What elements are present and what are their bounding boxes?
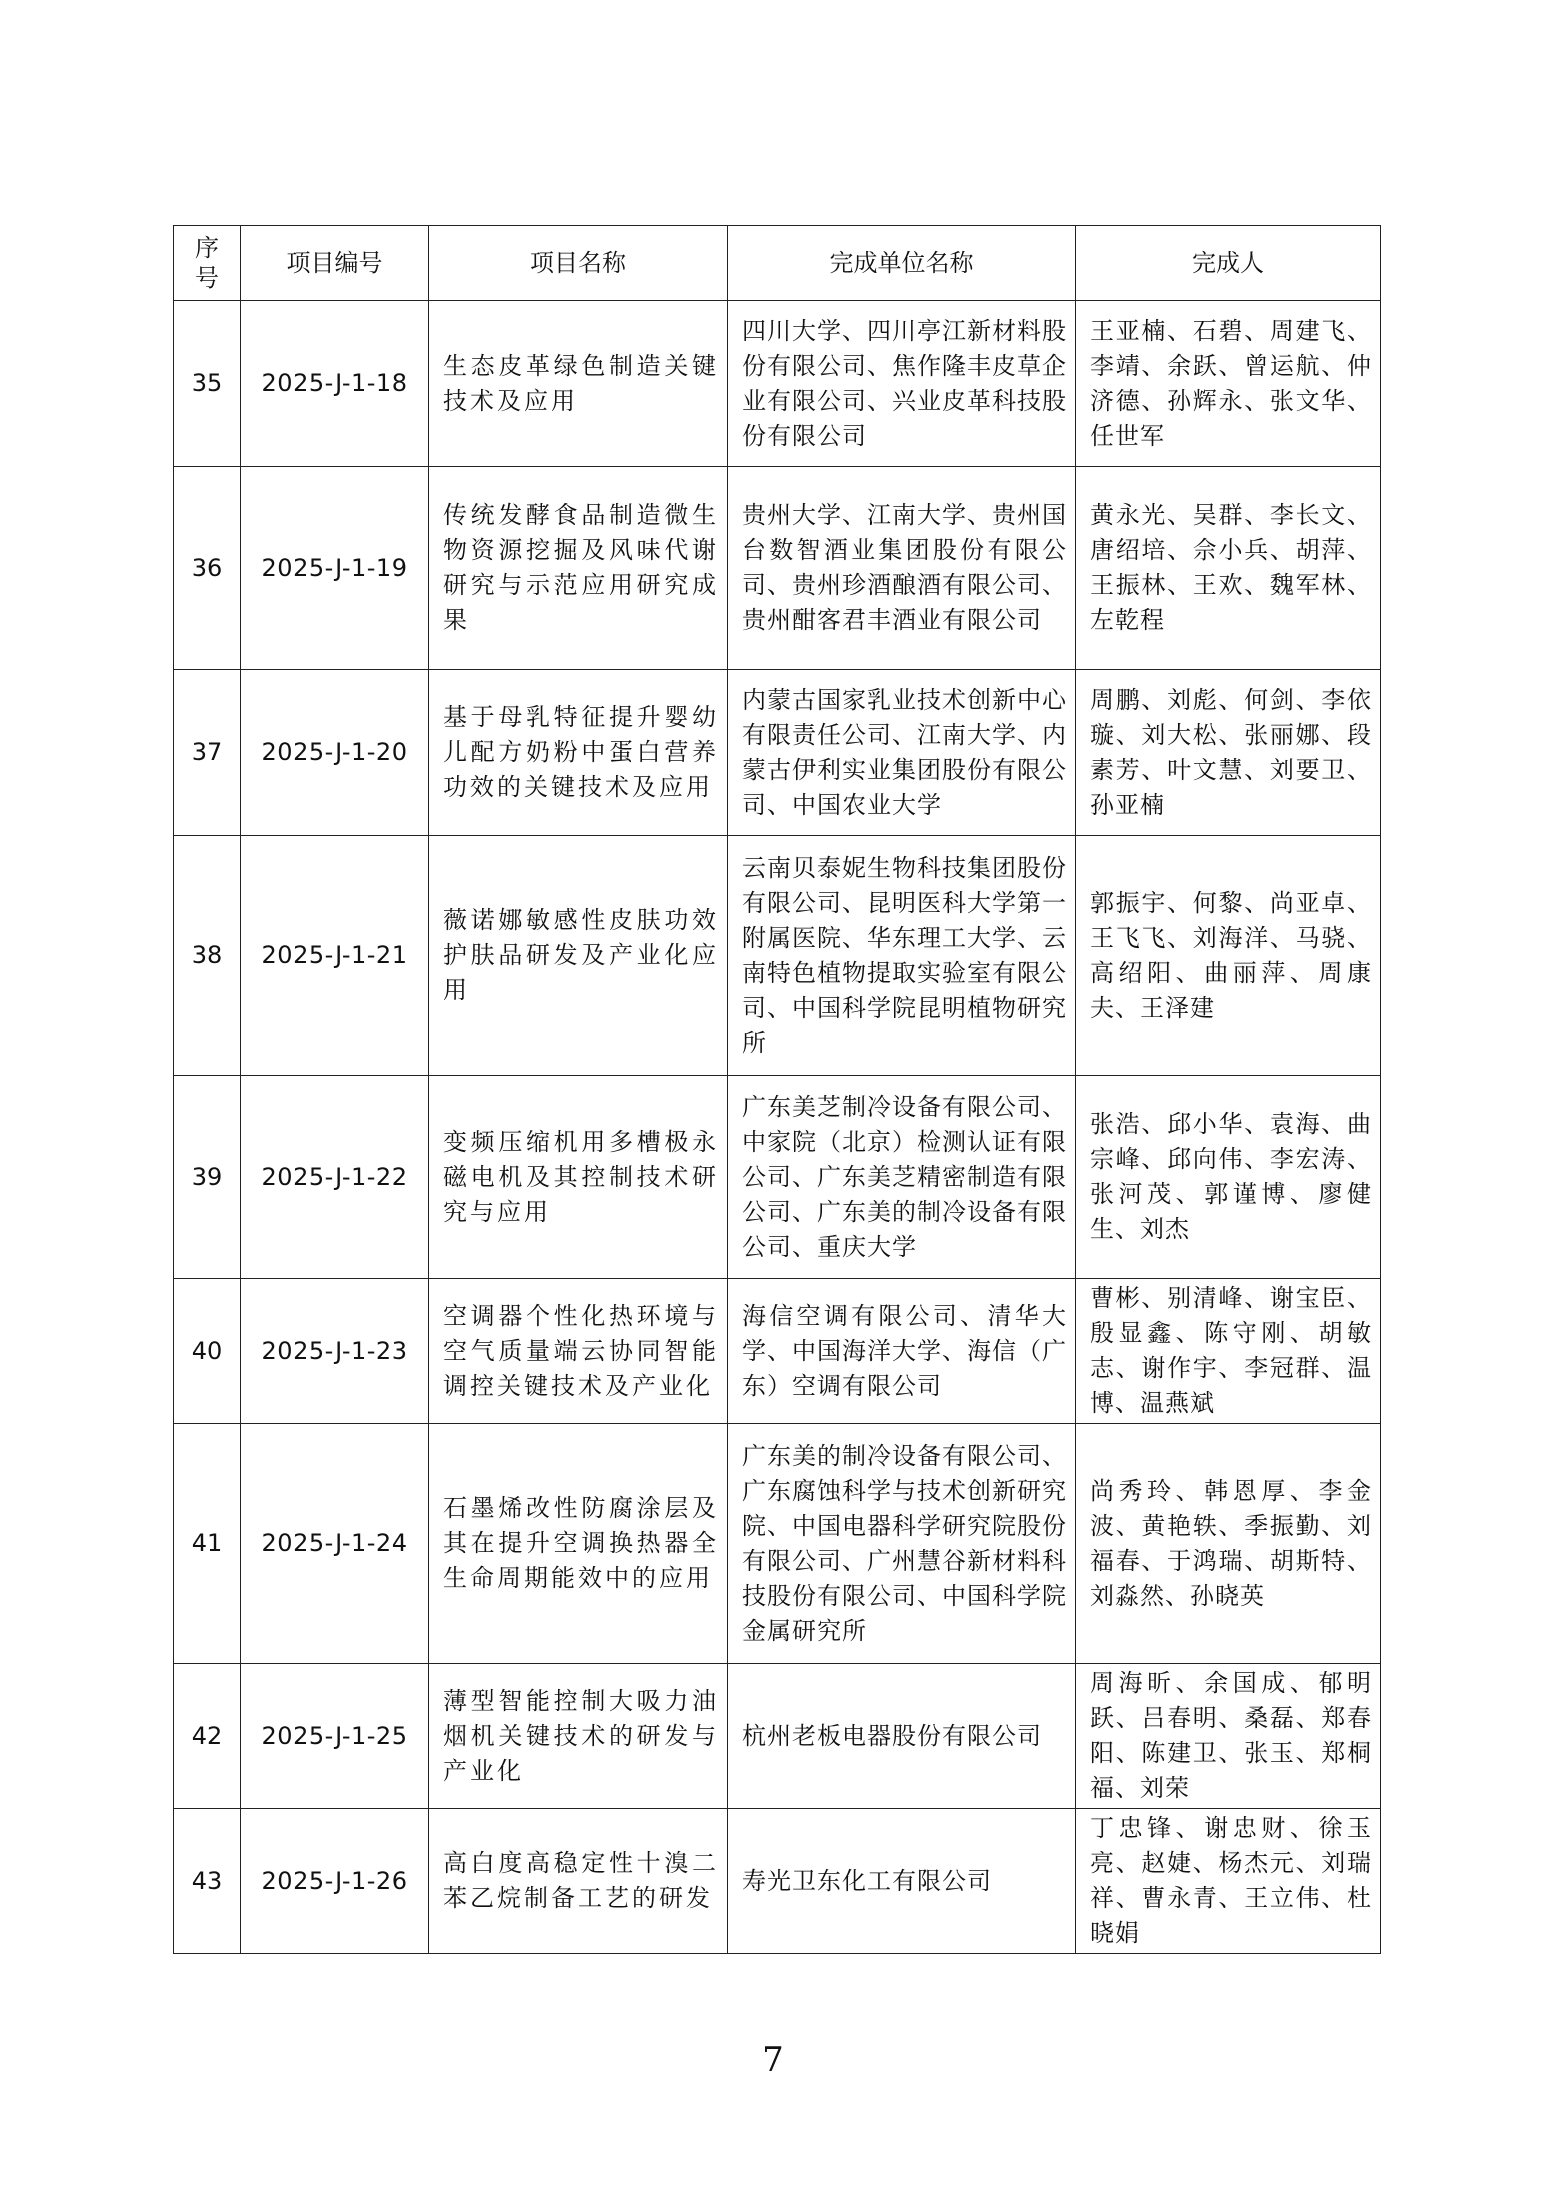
table-row	[174, 836, 1381, 1076]
completing-people: 周鹏、刘彪、何剑、李依璇、刘大松、张丽娜、段素芳、叶文慧、刘要卫、孙亚楠	[1076, 670, 1381, 836]
project-name: 基于母乳特征提升婴幼儿配方奶粉中蛋白营养功效的关键技术及应用	[429, 670, 728, 836]
completing-people: 王亚楠、石碧、周建飞、李靖、余跃、曾运航、仲济德、孙辉永、张文华、任世军	[1076, 301, 1381, 467]
row-index: 39	[174, 1076, 241, 1279]
project-code: 2025-J-1-23	[241, 1279, 429, 1424]
project-code: 2025-J-1-21	[241, 836, 429, 1076]
project-name: 传统发酵食品制造微生物资源挖掘及风味代谢研究与示范应用研究成果	[429, 467, 728, 670]
header-row	[174, 226, 1381, 301]
project-name: 薄型智能控制大吸力油烟机关键技术的研发与产业化	[429, 1664, 728, 1809]
completing-units: 海信空调有限公司、清华大学、中国海洋大学、海信（广东）空调有限公司	[728, 1279, 1076, 1424]
table-row	[174, 467, 1381, 670]
completing-units: 内蒙古国家乳业技术创新中心有限责任公司、江南大学、内蒙古伊利实业集团股份有限公司、中国农业大学	[728, 670, 1076, 836]
project-code: 2025-J-1-24	[241, 1424, 429, 1664]
completing-units: 贵州大学、江南大学、贵州国台数智酒业集团股份有限公司、贵州珍酒酿酒有限公司、贵州酣客君丰酒业有限公司	[728, 467, 1076, 670]
table-row	[174, 1809, 1381, 1954]
project-code: 2025-J-1-19	[241, 467, 429, 670]
table-row	[174, 1076, 1381, 1279]
project-code: 2025-J-1-26	[241, 1809, 429, 1954]
header-units: 完成单位名称	[728, 226, 1076, 301]
row-index: 38	[174, 836, 241, 1076]
project-code: 2025-J-1-22	[241, 1076, 429, 1279]
header-code: 项目编号	[241, 226, 429, 301]
project-code: 2025-J-1-25	[241, 1664, 429, 1809]
completing-people: 丁忠锋、谢忠财、徐玉亮、赵婕、杨杰元、刘瑞祥、曹永青、王立伟、杜晓娟	[1076, 1809, 1381, 1954]
projects-table	[173, 225, 1381, 1954]
row-index: 41	[174, 1424, 241, 1664]
completing-people: 黄永光、吴群、李长文、唐绍培、佘小兵、胡萍、王振林、王欢、魏军林、左乾程	[1076, 467, 1381, 670]
row-index: 35	[174, 301, 241, 467]
table-row	[174, 1279, 1381, 1424]
project-code: 2025-J-1-20	[241, 670, 429, 836]
completing-people: 尚秀玲、韩恩厚、李金波、黄艳轶、季振勤、刘福春、于鸿瑞、胡斯特、刘淼然、孙晓英	[1076, 1424, 1381, 1664]
row-index: 36	[174, 467, 241, 670]
project-name: 高白度高稳定性十溴二苯乙烷制备工艺的研发	[429, 1809, 728, 1954]
table-row	[174, 670, 1381, 836]
page-number: 7	[762, 2040, 784, 2080]
table-row	[174, 1424, 1381, 1664]
project-name: 薇诺娜敏感性皮肤功效护肤品研发及产业化应用	[429, 836, 728, 1076]
completing-units: 广东美芝制冷设备有限公司、中家院（北京）检测认证有限公司、广东美芝精密制造有限公司、广东美的制冷设备有限公司、重庆大学	[728, 1076, 1076, 1279]
row-index: 40	[174, 1279, 241, 1424]
row-index: 43	[174, 1809, 241, 1954]
header-name: 项目名称	[429, 226, 728, 301]
completing-people: 张浩、邱小华、袁海、曲宗峰、邱向伟、李宏涛、张河茂、郭谨博、廖健生、刘杰	[1076, 1076, 1381, 1279]
row-index: 37	[174, 670, 241, 836]
completing-people: 周海昕、余国成、郁明跃、吕春明、桑磊、郑春阳、陈建卫、张玉、郑桐福、刘荣	[1076, 1664, 1381, 1809]
completing-units: 寿光卫东化工有限公司	[728, 1809, 1076, 1954]
completing-people: 曹彬、别清峰、谢宝臣、殷显鑫、陈守刚、胡敏志、谢作宇、李冠群、温博、温燕斌	[1076, 1279, 1381, 1424]
project-name: 变频压缩机用多槽极永磁电机及其控制技术研究与应用	[429, 1076, 728, 1279]
completing-units: 广东美的制冷设备有限公司、广东腐蚀科学与技术创新研究院、中国电器科学研究院股份有限公司、广州慧谷新材料科技股份有限公司、中国科学院金属研究所	[728, 1424, 1076, 1664]
table-row	[174, 301, 1381, 467]
header-people: 完成人	[1076, 226, 1381, 301]
header-index: 序号	[174, 226, 241, 301]
project-name: 生态皮革绿色制造关键技术及应用	[429, 301, 728, 467]
completing-people: 郭振宇、何黎、尚亚卓、王飞飞、刘海洋、马骁、高绍阳、曲丽萍、周康夫、王泽建	[1076, 836, 1381, 1076]
project-name: 石墨烯改性防腐涂层及其在提升空调换热器全生命周期能效中的应用	[429, 1424, 728, 1664]
completing-units: 杭州老板电器股份有限公司	[728, 1664, 1076, 1809]
table-row	[174, 1664, 1381, 1809]
project-name: 空调器个性化热环境与空气质量端云协同智能调控关键技术及产业化	[429, 1279, 728, 1424]
project-code: 2025-J-1-18	[241, 301, 429, 467]
table-body	[174, 301, 1381, 1954]
completing-units: 云南贝泰妮生物科技集团股份有限公司、昆明医科大学第一附属医院、华东理工大学、云南特色植物提取实验室有限公司、中国科学院昆明植物研究所	[728, 836, 1076, 1076]
completing-units: 四川大学、四川亭江新材料股份有限公司、焦作隆丰皮草企业有限公司、兴业皮革科技股份有限公司	[728, 301, 1076, 467]
row-index: 42	[174, 1664, 241, 1809]
